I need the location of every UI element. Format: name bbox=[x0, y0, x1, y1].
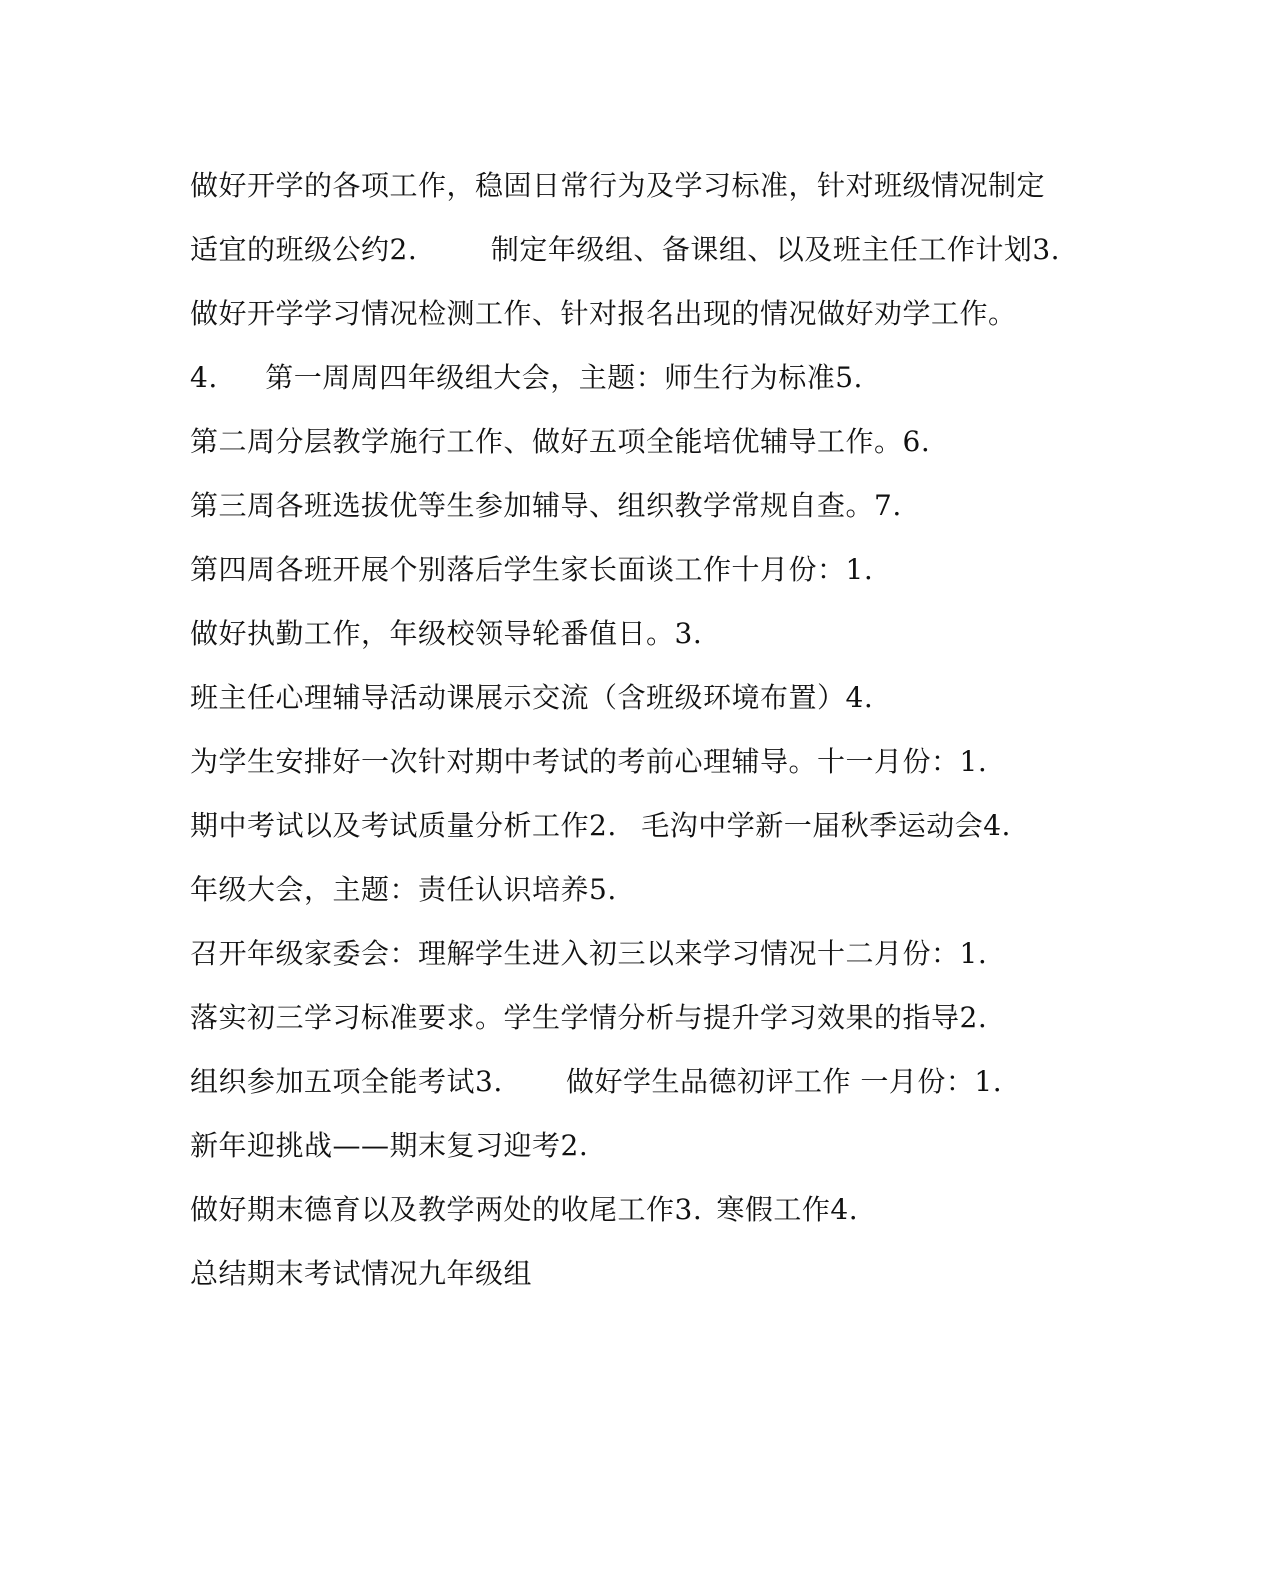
text-line: 做好执勤工作，年级校领导轮番值日。3. bbox=[190, 617, 703, 650]
text-line: 新年迎挑战——期末复习迎考2. bbox=[190, 1129, 589, 1162]
text-line: 落实初三学习标准要求。学生学情分析与提升学习效果的指导2. bbox=[190, 1001, 988, 1034]
text-line: 做好开学的各项工作，稳固日常行为及学习标准，针对班级情况制定 bbox=[190, 169, 1046, 202]
text-line: 为学生安排好一次针对期中考试的考前心理辅导。十一月份：1. bbox=[190, 745, 988, 778]
text-line: 第三周各班选拔优等生参加辅导、组织教学常规自查。7. bbox=[190, 489, 902, 522]
text-line: 组织参加五项全能考试3. 做好学生品德初评工作 一月份：1. bbox=[190, 1065, 1003, 1098]
text-line: 适宜的班级公约2. 制定年级组、备课组、以及班主任工作计划3. bbox=[190, 233, 1061, 266]
text-line: 总结期末考试情况九年级组 bbox=[190, 1257, 533, 1290]
text-line: 期中考试以及考试质量分析工作2. 毛沟中学新一届秋季运动会4. bbox=[190, 809, 1011, 842]
text-line: 第四周各班开展个别落后学生家长面谈工作十月份：1. bbox=[190, 553, 874, 586]
text-line: 班主任心理辅导活动课展示交流（含班级环境布置）4. bbox=[190, 681, 874, 714]
text-line: 召开年级家委会：理解学生进入初三以来学习情况十二月份：1. bbox=[190, 937, 988, 970]
text-line: 做好期末德育以及教学两处的收尾工作3. 寒假工作4. bbox=[190, 1193, 859, 1226]
document-body bbox=[190, 162, 1090, 1314]
text-line: 年级大会，主题：责任认识培养5. bbox=[190, 873, 617, 906]
text-line: 第二周分层教学施行工作、做好五项全能培优辅导工作。6. bbox=[190, 425, 931, 458]
text-line: 做好开学学习情况检测工作、针对报名出现的情况做好劝学工作。 bbox=[190, 297, 1017, 330]
text-line: 4. 第一周周四年级组大会，主题：师生行为标准5. bbox=[190, 361, 863, 394]
